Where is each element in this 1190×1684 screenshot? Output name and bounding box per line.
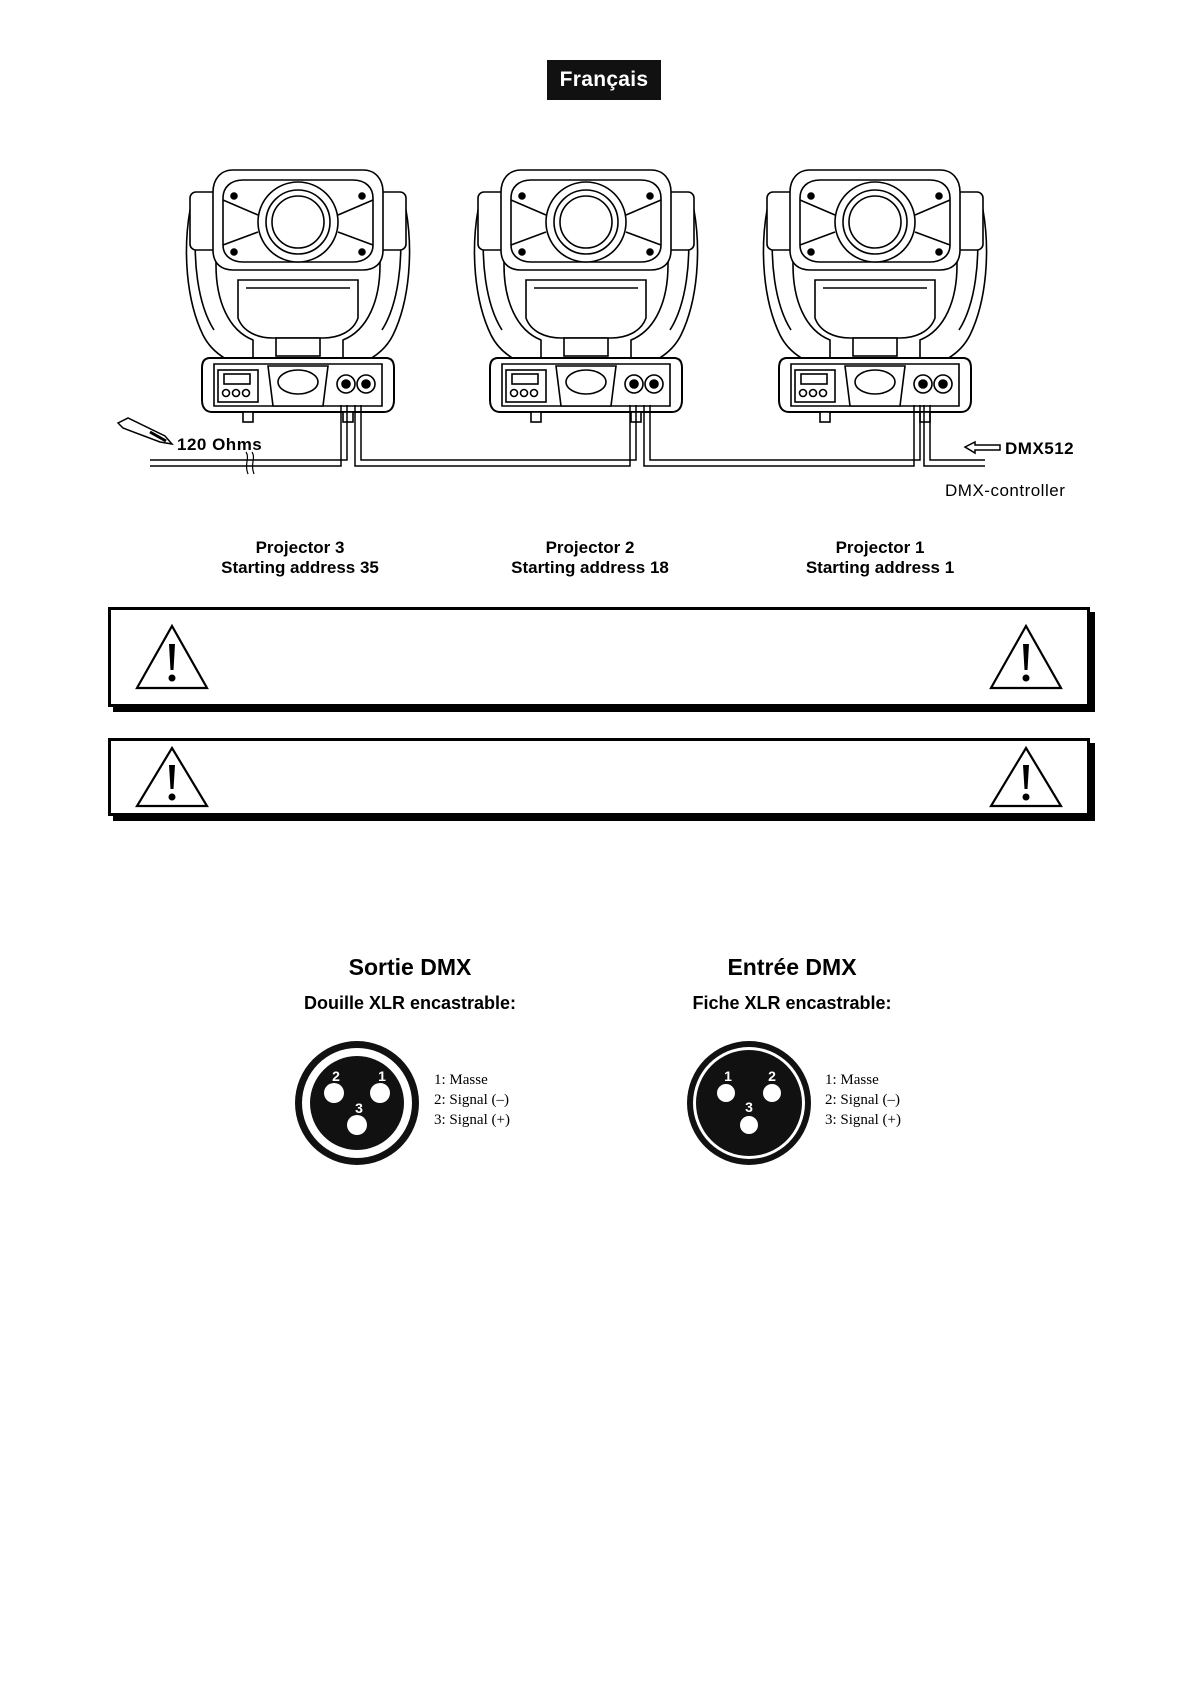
projector-address: Starting address 1 — [805, 558, 955, 577]
pin-label: 1 — [378, 1068, 386, 1084]
input-pin-list — [825, 1070, 901, 1130]
projector-name: Projector 2 — [545, 538, 635, 557]
dmx-wiring-diagram — [0, 0, 1190, 520]
dmx-input-arrow-icon — [965, 442, 1000, 453]
projector-address: Starting address 18 — [511, 558, 669, 577]
warning-triangle-icon — [133, 745, 211, 809]
pin-assignment: 2: Signal (–) — [825, 1092, 900, 1108]
pin-assignment: 1: Masse — [825, 1072, 879, 1088]
projector-3-fixture — [186, 170, 409, 422]
pin-label: 3 — [745, 1099, 753, 1115]
projector-name: Projector 3 — [255, 538, 345, 557]
projector-2-fixture — [474, 170, 697, 422]
cable-break-mark — [246, 452, 254, 474]
pin-assignment: 3: Signal (+) — [434, 1112, 510, 1128]
input-connector-subtitle: Fiche XLR encastrable: — [692, 993, 892, 1013]
controller-label: DMX-controller — [945, 481, 1066, 500]
projector-3-label — [200, 538, 400, 578]
output-connector-title: Sortie DMX — [348, 954, 472, 980]
warning-triangle-icon — [133, 622, 211, 692]
projector-name: Projector 1 — [835, 538, 925, 557]
projector-address: Starting address 35 — [221, 558, 379, 577]
warning-triangle-icon — [987, 622, 1065, 692]
pin-assignment: 2: Signal (–) — [434, 1092, 509, 1108]
warning-box-1 — [108, 607, 1090, 707]
output-connector-subtitle: Douille XLR encastrable: — [303, 993, 517, 1013]
projector-2-label — [490, 538, 690, 578]
pin-assignment: 3: Signal (+) — [825, 1112, 901, 1128]
pin-label: 1 — [724, 1068, 732, 1084]
pin-assignment: 1: Masse — [434, 1072, 488, 1088]
terminator-label: 120 Ohms — [177, 435, 263, 454]
dmx-input-label: DMX512 — [1005, 439, 1075, 458]
pin-label: 3 — [355, 1100, 363, 1116]
terminator-arrow-icon — [118, 418, 172, 444]
projector-1-label — [780, 538, 980, 578]
warning-triangle-icon — [987, 745, 1065, 809]
input-connector-title: Entrée DMX — [727, 954, 857, 980]
language-badge: Français — [547, 60, 661, 100]
pin-label: 2 — [768, 1068, 776, 1084]
dmx-cable — [150, 405, 985, 466]
pin-label: 2 — [332, 1068, 340, 1084]
projector-1-fixture — [763, 170, 986, 422]
xlr-male-plug-icon — [684, 1038, 814, 1168]
warning-box-2 — [108, 738, 1090, 816]
xlr-female-socket-icon — [292, 1038, 422, 1168]
output-pin-list — [434, 1070, 510, 1130]
